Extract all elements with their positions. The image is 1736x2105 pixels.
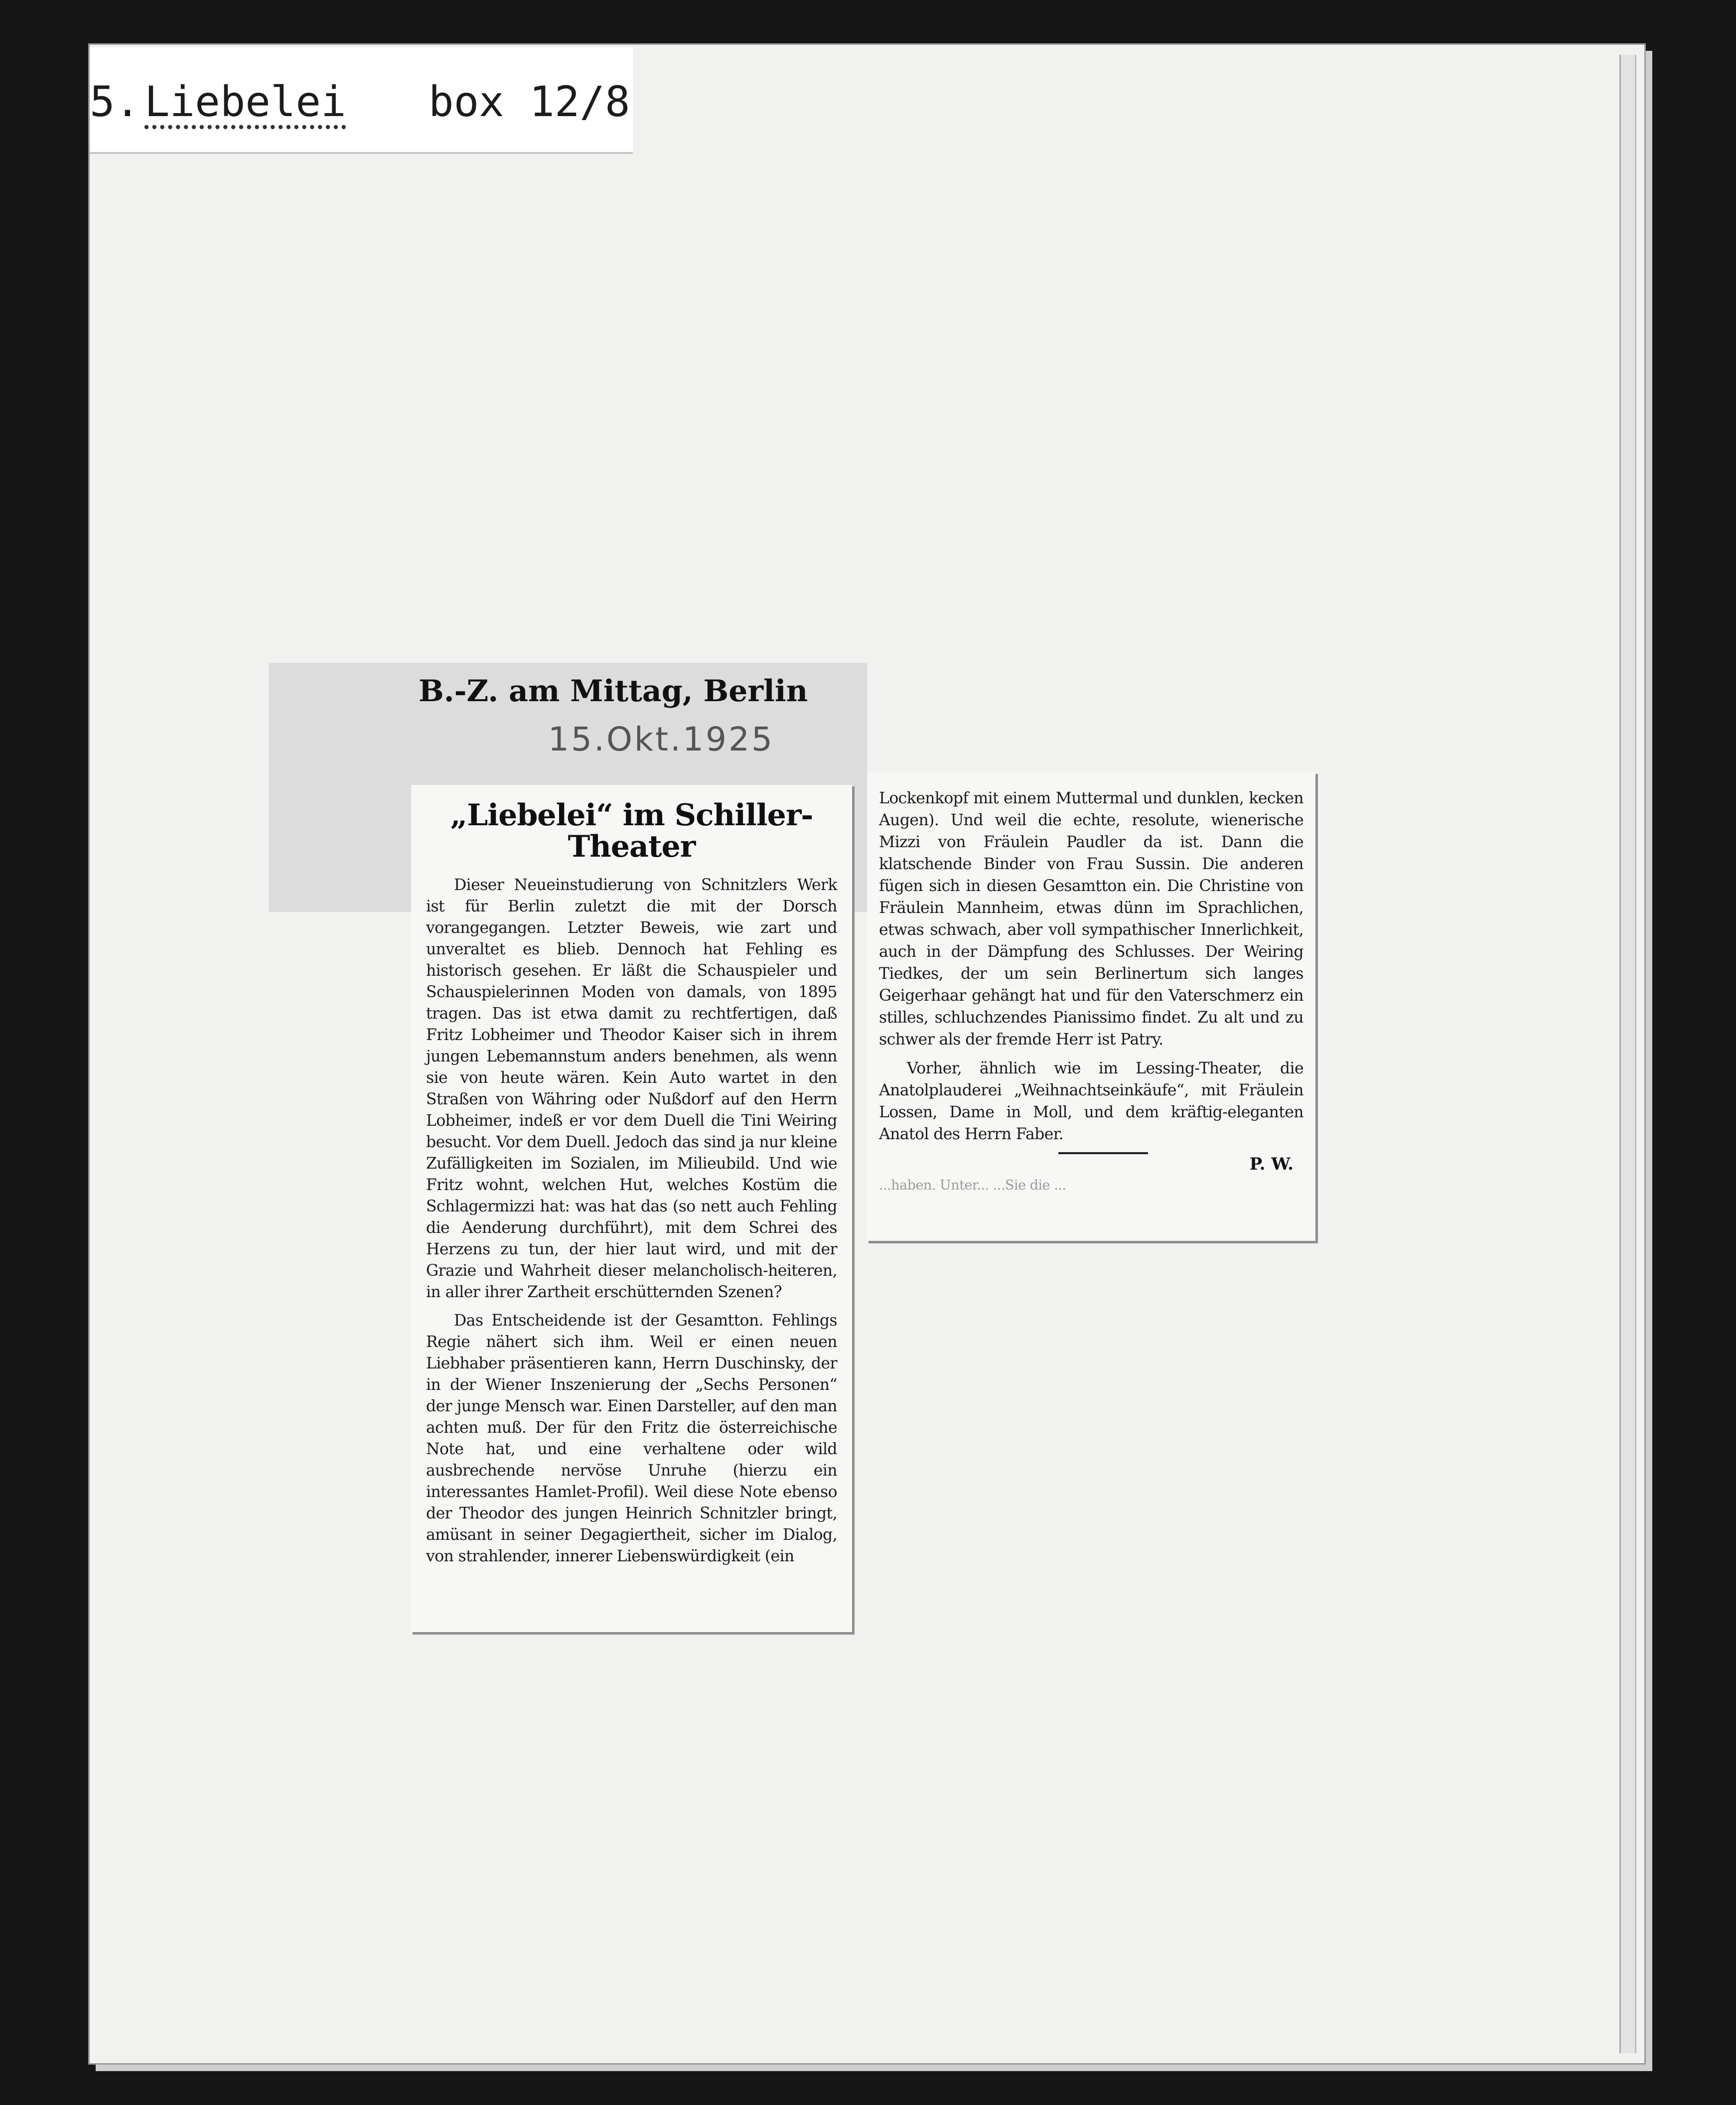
label-number: 5. (90, 77, 141, 126)
article-headline: „Liebelei“ im Schiller-Theater (450, 798, 813, 864)
article-paragraph: Lockenkopf mit einem Muttermal und dunklen, kecken Augen). Und weil die echte, resolute, wienerische Mizzi von Fräulein Paudler da ist. Dann die klatschende Binder von Frau Sussin. Die anderen fügen sich in diesen Gesamtton ein. Die Christine von Fräulein Mannheim, etwas dünn im Sprachlichen, etwas schwach, aber voll sympathischer Innerlichkeit, auch in der Dämpfung des Schlusses. Der Weiring Tiedkes, der um sein Berlinertum sich langes Geigerhaar gehängt hat und für den Vaterschmerz ein stilles, schluchzendes Pianissimo findet. Zu alt und zu schwer als der fremde Herr ist Patry. (879, 789, 1303, 1049)
article-paragraph: Dieser Neueinstudierung von Schnitzlers Werk ist für Berlin zuletzt die mit der Dorsch vorangegangen. Letzter Beweis, wie zart und unveraltet es blieb. Dennoch hat Fehling es historisch gesehen. Er läßt die Schauspieler und Schauspielerinnen Moden von damals, von 1895 tragen. Das ist etwa damit zu rechtfertigen, daß Fritz Lobheimer und Theodor Kaiser sich in ihrem jungen Lebemannstum anders benehmen, als wenn sie von heute wären. Kein Auto wartet in den Straßen von Währing oder Nußdorf auf den Herrn Lobheimer, indeß er vor dem Duell die Tini Weiring besucht. Vor dem Duell. Jedoch das sind ja nur kleine Zufälligkeiten im Sozialen, im Milieubild. Und wie Fritz wohnt, welchen Hut, welches Kostüm die Schlagermizzi hat: was hat das (so nett auch Fehling die Aenderung durchführt), mit dem Schrei des Herzens zu tun, der hier laut wird, und mit der Grazie und Wahrheit dieser melancholisch-heiteren, in aller ihrer Zartheit erschütternden Szenen? (426, 876, 837, 1301)
label-box: box 12/8 (429, 77, 630, 126)
bleed-through-text: ...haben. Unter... ...Sie die ... (879, 1178, 1066, 1193)
newspaper-name: B.-Z. am Mittag, Berlin (419, 674, 808, 709)
clipping-column-2 (867, 772, 1315, 1241)
article-paragraph: Das Entscheidende ist der Gesamtton. Fehlings Regie nähert sich ihm. Weil er einen neuen Liebhaber präsentieren kann, Herrn Duschinsky, der in der Wiener Inszenierung der „Sechs Personen“ der junge Mensch war. Einen Darsteller, auf den man achten muß. Der für den Fritz die österreichische Note hat, und eine verhaltene oder wild ausbrechende nervöse Unruhe (hierzu ein interessantes Hamlet-Profil). Weil diese Note ebenso der Theodor des jungen Heinrich Schnitzler bringt, amüsant in seiner Degagiertheit, sicher im Dialog, von strahlender, innerer Liebenswürdigkeit (ein (426, 1312, 837, 1565)
page-edge (1619, 55, 1636, 2053)
label-title: Liebelei (145, 77, 346, 126)
archive-label-strip (90, 47, 633, 154)
clipping-column-1 (411, 785, 852, 1632)
article-paragraph: Vorher, ähnlich wie im Lessing-Theater, die Anatolplauderei „Weihnachtseinkäufe“, mit Fräulein Lossen, Dame in Moll, und dem kräftig-eleganten Anatol des Herrn Faber. (879, 1059, 1303, 1143)
author-signature: P. W. (1249, 1154, 1294, 1174)
date-stamp: 15.Okt.1925 (548, 720, 774, 758)
